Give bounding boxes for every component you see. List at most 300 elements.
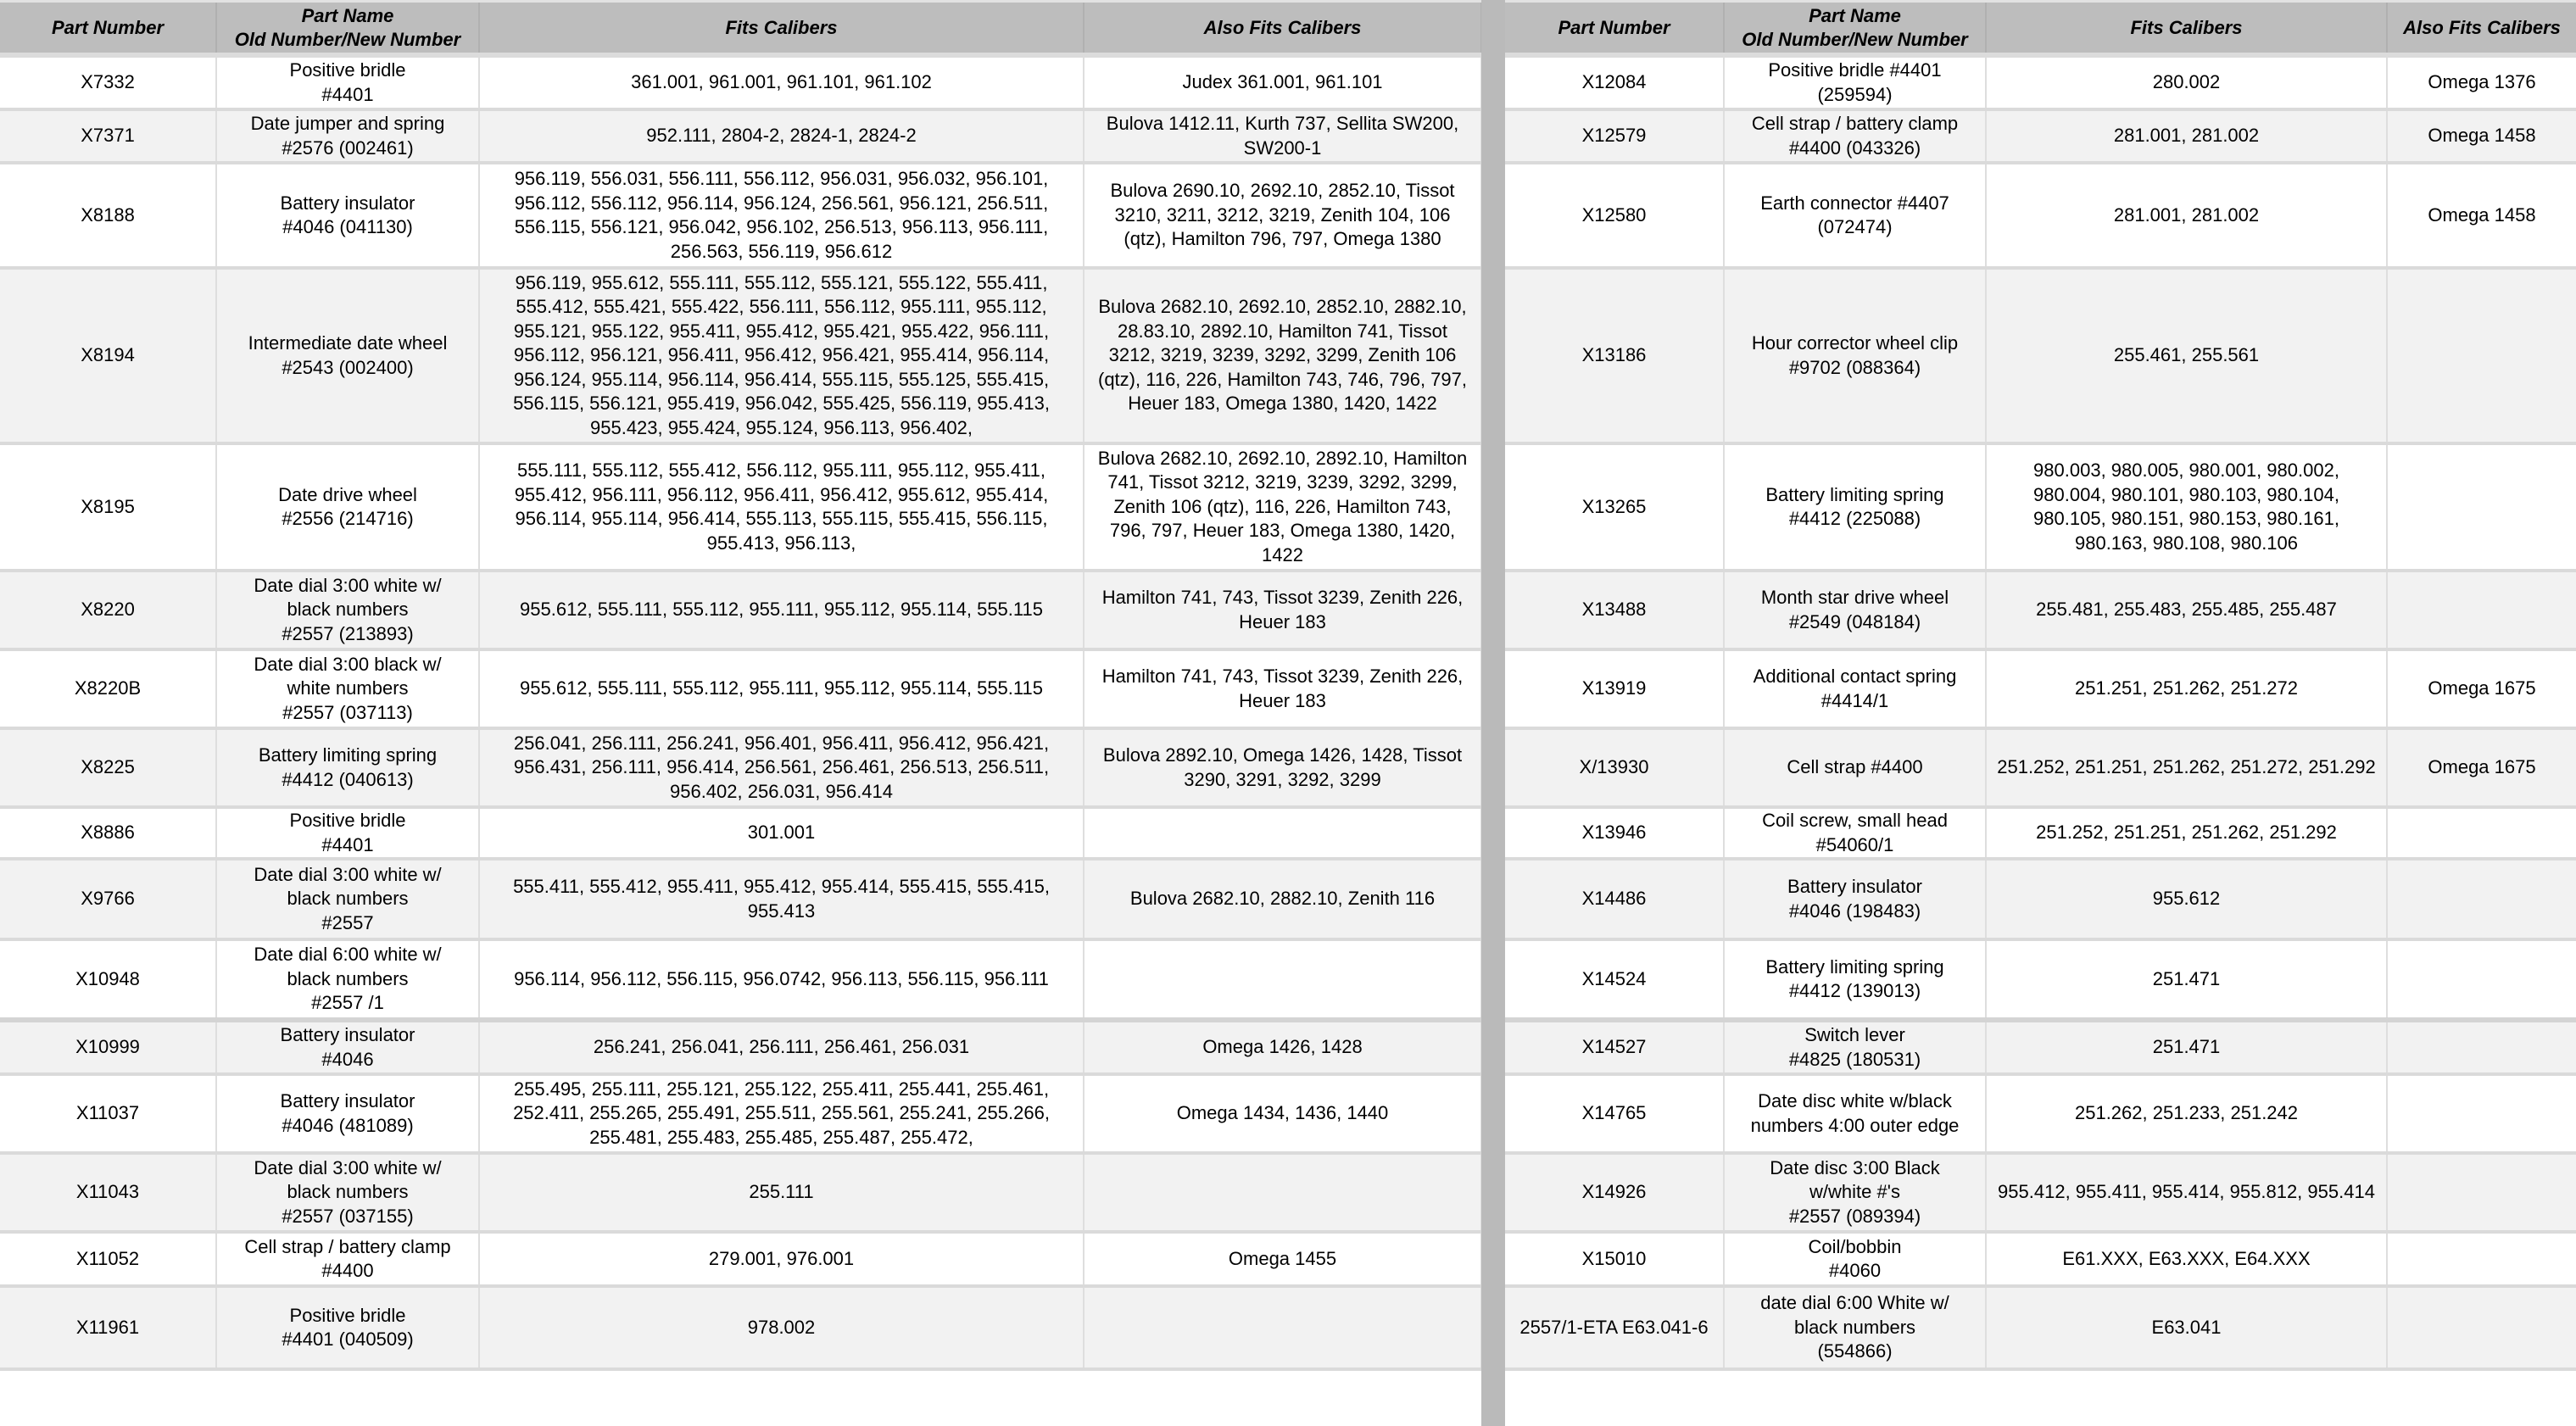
also-fits-calibers-cell[interactable] xyxy=(1084,163,1481,268)
also-fits-calibers-cell[interactable] xyxy=(1084,571,1481,649)
fits-calibers-cell[interactable] xyxy=(479,1286,1084,1369)
part-name-cell[interactable] xyxy=(1724,1074,1986,1153)
table-row xyxy=(0,163,1481,268)
fits-calibers-cell[interactable] xyxy=(479,939,1084,1020)
also-fits-calibers-cell[interactable] xyxy=(1084,443,1481,571)
table-row xyxy=(1505,571,2576,649)
header-also-fits-calibers[interactable] xyxy=(2387,3,2576,55)
cell-text: Cell strap #4400 xyxy=(1787,756,1923,778)
cell-text: #4046 (041130) xyxy=(282,216,413,237)
fits-calibers-cell[interactable] xyxy=(479,55,1084,109)
also-fits-calibers-cell[interactable] xyxy=(2387,649,2576,728)
cell-text: Date drive wheel xyxy=(278,483,417,505)
part-number-cell[interactable] xyxy=(1505,1020,1724,1074)
fits-calibers-cell[interactable] xyxy=(479,163,1084,268)
cell-text: X7332 xyxy=(81,71,135,93)
part-number-cell[interactable] xyxy=(0,1074,216,1153)
header-label: Part Name xyxy=(1809,4,1901,26)
table-row xyxy=(0,649,1481,728)
part-number-cell[interactable] xyxy=(1505,443,1724,571)
cell-text: 251.252, 251.251, 251.262, 251.272, 251.292 xyxy=(1997,756,2376,778)
header-row xyxy=(0,3,1481,55)
cell-text: 281.001, 281.002 xyxy=(2113,125,2260,147)
cell-text: w/white #'s xyxy=(1809,1181,1900,1203)
part-number-cell[interactable] xyxy=(0,1232,216,1286)
cell-text: 555.111, 555.112, 555.412, 556.112, 955.111, 955.112, 955.411, 955.412, 956.111, 956.112, 956.411, 956.412, 955.612, 955.414, 956.114, 955.114, 956.414, 555.113, 555.115, 555.415, 556.115, 955.413, 956.113, xyxy=(514,460,1049,554)
cell-text: #4046 (198483) xyxy=(1788,900,1921,922)
header-label: Also Fits Calibers xyxy=(2403,16,2561,38)
table-row xyxy=(1505,1020,2576,1074)
cell-text: X11037 xyxy=(75,1102,140,1124)
part-name-cell[interactable] xyxy=(216,939,479,1020)
also-fits-calibers-cell[interactable] xyxy=(2387,728,2576,807)
cell-text: E61.XXX, E63.XXX, E64.XXX xyxy=(2062,1247,2311,1269)
cell-text: X9766 xyxy=(81,888,135,910)
also-fits-calibers-cell[interactable] xyxy=(1084,1074,1481,1153)
part-number-cell[interactable] xyxy=(0,807,216,859)
also-fits-calibers-cell[interactable] xyxy=(2387,268,2576,443)
table-row xyxy=(0,268,1481,443)
cell-text: X11043 xyxy=(75,1181,140,1203)
cell-text: #2557 (037155) xyxy=(282,1205,414,1227)
cell-text: Battery limiting spring xyxy=(258,744,438,766)
cell-text: Omega 1426, 1428 xyxy=(1202,1036,1363,1058)
cell-text: black numbers xyxy=(287,599,409,621)
fits-calibers-cell[interactable] xyxy=(479,649,1084,728)
cell-text: Earth connector #4407 xyxy=(1760,192,1949,214)
cell-text: (072474) xyxy=(1817,216,1893,237)
also-fits-calibers-cell[interactable] xyxy=(1084,55,1481,109)
cell-text: 955.612, 555.111, 555.112, 955.111, 955.112, 955.114, 555.115 xyxy=(520,599,1043,621)
table-row xyxy=(0,1153,1481,1232)
cell-text: #4060 xyxy=(1828,1260,1882,1281)
part-name-cell[interactable] xyxy=(1724,1286,1986,1369)
cell-text: Omega 1675 xyxy=(2428,756,2536,778)
part-number-cell[interactable] xyxy=(1505,55,1724,109)
also-fits-calibers-cell[interactable] xyxy=(2387,1074,2576,1153)
table-row xyxy=(1505,109,2576,163)
cell-text: Bulova 1412.11, Kurth 737, Sellita SW200, SW200-1 xyxy=(1106,113,1459,159)
header-label: Part Number xyxy=(51,16,164,38)
cell-text: Hamilton 741, 743, Tissot 3239, Zenith 226, Heuer 183 xyxy=(1101,666,1464,711)
part-name-cell[interactable] xyxy=(216,55,479,109)
cell-text: X8188 xyxy=(81,203,135,226)
cell-text: X11961 xyxy=(75,1316,140,1338)
fits-calibers-cell[interactable] xyxy=(479,109,1084,163)
cell-text: 251.252, 251.251, 251.262, 251.292 xyxy=(2036,822,2337,844)
header-label: Fits Calibers xyxy=(2130,16,2243,38)
cell-text: Bulova 2682.10, 2692.10, 2852.10, 2882.10, 28.83.10, 2892.10, Hamilton 741, Tissot 3212, 3219, 3239, 3292, 3299, Zenith 106 (qtz), 116, 226, Hamilton 743, 746, 796, 797, Heuer 183, Omega 1380, 1420, 1422 xyxy=(1098,296,1467,415)
also-fits-calibers-cell[interactable] xyxy=(1084,1232,1481,1286)
part-name-cell[interactable] xyxy=(216,1153,479,1232)
left-parts-table xyxy=(0,3,1482,1371)
table-row xyxy=(0,728,1481,807)
part-number-cell[interactable] xyxy=(0,649,216,728)
part-number-cell[interactable] xyxy=(0,443,216,571)
header-part-name[interactable] xyxy=(1724,3,1986,55)
also-fits-calibers-cell[interactable] xyxy=(1084,649,1481,728)
part-name-cell[interactable] xyxy=(1724,163,1986,268)
fits-calibers-cell[interactable] xyxy=(1986,1074,2387,1153)
fits-calibers-cell[interactable] xyxy=(479,268,1084,443)
table-row xyxy=(1505,163,2576,268)
fits-calibers-cell[interactable] xyxy=(1986,1232,2387,1286)
cell-text: #9702 (088364) xyxy=(1788,356,1921,378)
part-name-cell[interactable] xyxy=(1724,55,1986,109)
header-label: Also Fits Calibers xyxy=(1203,16,1362,38)
also-fits-calibers-cell[interactable] xyxy=(1084,939,1481,1020)
part-number-cell[interactable] xyxy=(1505,859,1724,939)
also-fits-calibers-cell[interactable] xyxy=(1084,1020,1481,1074)
part-name-cell[interactable] xyxy=(1724,571,1986,649)
cell-text: Date dial 6:00 white w/ xyxy=(254,944,442,966)
cell-text: black numbers xyxy=(287,888,409,910)
cell-text: #4401 (040509) xyxy=(282,1329,414,1350)
cell-text: Omega 1434, 1436, 1440 xyxy=(1176,1102,1389,1124)
part-name-cell[interactable] xyxy=(1724,109,1986,163)
cell-text: #2557 /1 xyxy=(311,992,384,1014)
cell-text: Coil screw, small head xyxy=(1762,810,1948,831)
cell-text: Date dial 3:00 white w/ xyxy=(254,863,442,885)
cell-text: X15010 xyxy=(1581,1247,1647,1269)
cell-text: Date dial 3:00 black w/ xyxy=(254,653,442,675)
also-fits-calibers-cell[interactable] xyxy=(2387,109,2576,163)
table-row xyxy=(0,571,1481,649)
cell-text: 555.411, 555.412, 955.411, 955.412, 955.414, 555.415, 555.415, 955.413 xyxy=(513,876,1050,922)
cell-text: Month star drive wheel xyxy=(1760,587,1949,608)
cell-text: black numbers xyxy=(1793,1316,1916,1338)
cell-text: X14527 xyxy=(1581,1036,1647,1058)
cell-text: Battery limiting spring xyxy=(1765,955,1944,978)
part-number-cell[interactable] xyxy=(1505,1286,1724,1369)
header-also-fits-calibers[interactable] xyxy=(1084,3,1481,55)
cell-text: Battery insulator xyxy=(280,192,415,214)
part-number-cell[interactable] xyxy=(0,728,216,807)
cell-text: Positive bridle xyxy=(289,59,406,81)
part-name-cell[interactable] xyxy=(216,649,479,728)
table-row xyxy=(0,1020,1481,1074)
fits-calibers-cell[interactable] xyxy=(1986,109,2387,163)
fits-calibers-cell[interactable] xyxy=(1986,728,2387,807)
cell-text: black numbers xyxy=(287,1181,409,1203)
cell-text: (259594) xyxy=(1817,83,1893,105)
table-row xyxy=(0,1286,1481,1369)
cell-text: Hour corrector wheel clip xyxy=(1751,332,1959,354)
table-row xyxy=(0,807,1481,859)
part-number-cell[interactable] xyxy=(0,571,216,649)
fits-calibers-cell[interactable] xyxy=(1986,807,2387,859)
cell-text: Date dial 3:00 white w/ xyxy=(254,574,442,596)
cell-text: Date disc 3:00 Black xyxy=(1770,1156,1940,1178)
cell-text: Cell strap / battery clamp xyxy=(244,1235,451,1257)
table-row xyxy=(1505,859,2576,939)
part-number-cell[interactable] xyxy=(1505,1232,1724,1286)
cell-text: 955.612, 555.111, 555.112, 955.111, 955.112, 955.114, 555.115 xyxy=(520,677,1043,699)
cell-text: 955.612 xyxy=(2152,888,2221,910)
fits-calibers-cell[interactable] xyxy=(479,571,1084,649)
part-name-cell[interactable] xyxy=(216,1020,479,1074)
fits-calibers-cell[interactable] xyxy=(1986,55,2387,109)
cell-text: X13946 xyxy=(1581,822,1647,844)
fits-calibers-cell[interactable] xyxy=(1986,859,2387,939)
part-number-cell[interactable] xyxy=(0,859,216,939)
fits-calibers-cell[interactable] xyxy=(1986,571,2387,649)
fits-calibers-cell[interactable] xyxy=(479,443,1084,571)
fits-calibers-cell[interactable] xyxy=(479,1153,1084,1232)
cell-text: 978.002 xyxy=(747,1316,816,1338)
table-row xyxy=(1505,939,2576,1020)
cell-text: 955.412, 955.411, 955.414, 955.812, 955.414 xyxy=(1998,1181,2375,1203)
table-row xyxy=(0,55,1481,109)
header-part-number[interactable] xyxy=(0,3,216,55)
table-row xyxy=(0,939,1481,1020)
cell-text: Positive bridle #4401 xyxy=(1768,59,1942,81)
cell-text: X14926 xyxy=(1581,1181,1647,1203)
cell-text: #2549 (048184) xyxy=(1788,610,1921,632)
part-number-cell[interactable] xyxy=(0,1286,216,1369)
table-row xyxy=(1505,55,2576,109)
part-name-cell[interactable] xyxy=(1724,859,1986,939)
fits-calibers-cell[interactable] xyxy=(479,1020,1084,1074)
cell-text: X14524 xyxy=(1581,967,1647,989)
header-fits-calibers[interactable] xyxy=(479,3,1084,55)
table-row xyxy=(1505,1153,2576,1232)
fits-calibers-cell[interactable] xyxy=(1986,1153,2387,1232)
also-fits-calibers-cell[interactable] xyxy=(2387,807,2576,859)
part-name-cell[interactable] xyxy=(216,268,479,443)
part-name-cell[interactable] xyxy=(216,807,479,859)
cell-text: numbers 4:00 outer edge xyxy=(1750,1114,1960,1136)
also-fits-calibers-cell[interactable] xyxy=(2387,939,2576,1020)
cell-text: X12084 xyxy=(1581,71,1647,93)
cell-text: X10999 xyxy=(75,1036,140,1058)
table-row xyxy=(1505,1074,2576,1153)
cell-text: Coil/bobbin xyxy=(1808,1235,1902,1257)
cell-text: 361.001, 961.001, 961.101, 961.102 xyxy=(631,71,932,93)
part-number-cell[interactable] xyxy=(1505,571,1724,649)
fits-calibers-cell[interactable] xyxy=(1986,649,2387,728)
cell-text: 952.111, 2804-2, 2824-1, 2824-2 xyxy=(646,125,917,147)
header-part-name[interactable] xyxy=(216,3,479,55)
part-number-cell[interactable] xyxy=(1505,807,1724,859)
cell-text: Switch lever xyxy=(1804,1024,1905,1045)
also-fits-calibers-cell[interactable] xyxy=(1084,109,1481,163)
fits-calibers-cell[interactable] xyxy=(1986,443,2387,571)
fits-calibers-cell[interactable] xyxy=(1986,1286,2387,1369)
cell-text: Date dial 3:00 white w/ xyxy=(254,1156,442,1178)
table-row xyxy=(0,443,1481,571)
cell-text: Additional contact spring xyxy=(1753,666,1957,687)
cell-text: Omega 1675 xyxy=(2428,677,2536,699)
also-fits-calibers-cell[interactable] xyxy=(2387,1232,2576,1286)
part-number-cell[interactable] xyxy=(0,109,216,163)
part-name-cell[interactable] xyxy=(1724,807,1986,859)
cell-text: Date disc white w/black xyxy=(1758,1090,1952,1111)
also-fits-calibers-cell[interactable] xyxy=(2387,1020,2576,1074)
also-fits-calibers-cell[interactable] xyxy=(2387,1153,2576,1232)
table-row xyxy=(0,859,1481,939)
part-number-cell[interactable] xyxy=(1505,649,1724,728)
cell-text: #2557 xyxy=(321,911,374,933)
header-row xyxy=(1505,3,2576,55)
part-number-cell[interactable] xyxy=(1505,109,1724,163)
also-fits-calibers-cell[interactable] xyxy=(1084,1286,1481,1369)
cell-text: Judex 361.001, 961.101 xyxy=(1182,71,1383,93)
cell-text: 255.481, 255.483, 255.485, 255.487 xyxy=(2036,599,2337,621)
header-label: Part Number xyxy=(1558,16,1670,38)
table-row xyxy=(1505,268,2576,443)
cell-text: Battery limiting spring xyxy=(1765,483,1944,505)
also-fits-calibers-cell[interactable] xyxy=(2387,859,2576,939)
part-name-cell[interactable] xyxy=(216,1074,479,1153)
fits-calibers-cell[interactable] xyxy=(479,807,1084,859)
cell-text: X13488 xyxy=(1581,599,1647,621)
cell-text: X8886 xyxy=(81,822,135,844)
cell-text: X7371 xyxy=(81,125,135,147)
cell-text: Battery insulator xyxy=(280,1024,415,1045)
fits-calibers-cell[interactable] xyxy=(1986,939,2387,1020)
table-row xyxy=(1505,1232,2576,1286)
cell-text: X13186 xyxy=(1581,344,1647,366)
part-number-cell[interactable] xyxy=(1505,1074,1724,1153)
part-name-cell[interactable] xyxy=(1724,939,1986,1020)
part-name-cell[interactable] xyxy=(1724,728,1986,807)
cell-text: 956.119, 556.031, 556.111, 556.112, 956.031, 956.032, 956.101, 956.112, 556.112, 956.114, 956.124, 256.561, 956.121, 256.511, 556.115, 556.121, 956.042, 956.102, 256.513, 956.113, 956.111, 256.563, 556.119, 956.612 xyxy=(514,168,1049,262)
part-number-cell[interactable] xyxy=(0,163,216,268)
cell-text: #4825 (180531) xyxy=(1788,1048,1921,1070)
cell-text: X11052 xyxy=(75,1247,140,1269)
cell-text: Cell strap / battery clamp xyxy=(1751,113,1959,134)
also-fits-calibers-cell[interactable] xyxy=(2387,163,2576,268)
right-table-body xyxy=(1505,55,2576,1369)
header-label: Part Name xyxy=(301,4,394,26)
part-number-cell[interactable] xyxy=(0,1153,216,1232)
part-name-cell[interactable] xyxy=(1724,649,1986,728)
part-number-cell[interactable] xyxy=(1505,939,1724,1020)
cell-text: X8225 xyxy=(81,756,135,778)
cell-text: date dial 6:00 White w/ xyxy=(1760,1292,1949,1314)
header-fits-calibers[interactable] xyxy=(1986,3,2387,55)
part-name-cell[interactable] xyxy=(1724,1232,1986,1286)
cell-text: 251.471 xyxy=(2152,1036,2221,1058)
table-row xyxy=(0,1232,1481,1286)
cell-text: X/13930 xyxy=(1579,756,1649,778)
table-row xyxy=(1505,1286,2576,1369)
cell-text: white numbers xyxy=(287,677,409,699)
cell-text: #4400 (043326) xyxy=(1788,136,1921,159)
cell-text: #4401 xyxy=(321,833,374,855)
part-name-cell[interactable] xyxy=(216,163,479,268)
fits-calibers-cell[interactable] xyxy=(1986,1020,2387,1074)
also-fits-calibers-cell[interactable] xyxy=(2387,55,2576,109)
also-fits-calibers-cell[interactable] xyxy=(1084,1153,1481,1232)
cell-text: #2576 (002461) xyxy=(282,136,414,159)
part-name-cell[interactable] xyxy=(216,109,479,163)
table-row xyxy=(1505,649,2576,728)
cell-text: 251.251, 251.262, 251.272 xyxy=(2074,677,2299,699)
part-number-cell[interactable] xyxy=(1505,728,1724,807)
cell-text: 980.003, 980.005, 980.001, 980.002, 980.004, 980.101, 980.103, 980.104, 980.105, 980.151, 980.153, 980.161, 980.163, 980.108, 980.106 xyxy=(2033,460,2339,554)
part-name-cell[interactable] xyxy=(216,1232,479,1286)
part-name-cell[interactable] xyxy=(1724,1020,1986,1074)
cell-text: #4046 (481089) xyxy=(282,1114,414,1136)
fits-calibers-cell[interactable] xyxy=(479,859,1084,939)
part-number-cell[interactable] xyxy=(1505,163,1724,268)
part-name-cell[interactable] xyxy=(216,728,479,807)
part-number-cell[interactable] xyxy=(0,55,216,109)
cell-text: #4414/1 xyxy=(1820,689,1889,711)
also-fits-calibers-cell[interactable] xyxy=(1084,859,1481,939)
also-fits-calibers-cell[interactable] xyxy=(2387,443,2576,571)
part-number-cell[interactable] xyxy=(0,268,216,443)
cell-text: 255.111 xyxy=(749,1181,814,1203)
cell-text: X8220B xyxy=(74,677,142,699)
cell-text: 256.241, 256.041, 256.111, 256.461, 256.031 xyxy=(593,1036,970,1058)
also-fits-calibers-cell[interactable] xyxy=(1084,268,1481,443)
cell-text: Hamilton 741, 743, Tissot 3239, Zenith 226, Heuer 183 xyxy=(1101,587,1464,632)
fits-calibers-cell[interactable] xyxy=(479,1232,1084,1286)
fits-calibers-cell[interactable] xyxy=(1986,163,2387,268)
table-row xyxy=(1505,443,2576,571)
also-fits-calibers-cell[interactable] xyxy=(2387,571,2576,649)
header-label: Old Number/New Number xyxy=(234,28,461,50)
fits-calibers-cell[interactable] xyxy=(479,728,1084,807)
part-name-cell[interactable] xyxy=(216,571,479,649)
cell-text: #4412 (040613) xyxy=(282,768,414,790)
fits-calibers-cell[interactable] xyxy=(479,1074,1084,1153)
part-number-cell[interactable] xyxy=(0,939,216,1020)
cell-text: 301.001 xyxy=(747,822,816,844)
cell-text: X12579 xyxy=(1581,125,1647,147)
part-number-cell[interactable] xyxy=(1505,1153,1724,1232)
cell-text: X8220 xyxy=(81,599,135,621)
cell-text: #4046 xyxy=(321,1048,374,1070)
part-name-cell[interactable] xyxy=(216,859,479,939)
cell-text: X14765 xyxy=(1581,1102,1647,1124)
also-fits-calibers-cell[interactable] xyxy=(1084,728,1481,807)
cell-text: 251.471 xyxy=(2152,967,2221,989)
header-part-number[interactable] xyxy=(1505,3,1724,55)
part-name-cell[interactable] xyxy=(1724,1153,1986,1232)
cell-text: Positive bridle xyxy=(289,1304,406,1326)
table-row xyxy=(0,109,1481,163)
part-name-cell[interactable] xyxy=(216,1286,479,1369)
cell-text: #4412 (225088) xyxy=(1788,508,1921,529)
cell-text: X10948 xyxy=(75,967,140,989)
cell-text: black numbers xyxy=(287,967,409,989)
cell-text: #2557 (037113) xyxy=(282,701,413,723)
fits-calibers-cell[interactable] xyxy=(1986,268,2387,443)
part-name-cell[interactable] xyxy=(1724,443,1986,571)
part-name-cell[interactable] xyxy=(216,443,479,571)
also-fits-calibers-cell[interactable] xyxy=(2387,1286,2576,1369)
cell-text: X8194 xyxy=(81,344,135,366)
cell-text: Date jumper and spring xyxy=(250,113,445,134)
cell-text: #4401 xyxy=(321,83,374,105)
also-fits-calibers-cell[interactable] xyxy=(1084,807,1481,859)
cell-text: 280.002 xyxy=(2152,71,2221,93)
cell-text: 956.119, 955.612, 555.111, 555.112, 555.121, 555.122, 555.411, 555.412, 555.421, 555.422, 556.111, 556.112, 955.111, 955.112, 955.121, 955.122, 955.411, 955.412, 955.421, 955.422, 956.111, 956.112, 956.121, 956.411, 956.412, 956.421, 955.414, 956.114, 956.124, 955.114, 956.114, 956.414, 555.115, 555.125, 555.415, 556.115, 556.121, 955.419, 956.042, 555.425, 556.119, 955.413, 955.423, 955.424, 955.124, 956.113, 956.402, xyxy=(513,271,1050,438)
part-number-cell[interactable] xyxy=(1505,268,1724,443)
frozen-column-divider[interactable] xyxy=(1481,0,1505,1426)
cell-text: Bulova 2682.10, 2692.10, 2892.10, Hamilton 741, Tissot 3212, 3219, 3239, 3292, 3299, Zenith 106 (qtz), 116, 226, Hamilton 743, 796, 797, Heuer 183, Omega 1380, 1420, 1422 xyxy=(1097,447,1468,565)
cell-text: E63.041 xyxy=(2151,1316,2222,1338)
part-name-cell[interactable] xyxy=(1724,268,1986,443)
cell-text: 2557/1-ETA E63.041-6 xyxy=(1519,1316,1709,1338)
cell-text: Bulova 2892.10, Omega 1426, 1428, Tissot 3290, 3291, 3292, 3299 xyxy=(1102,744,1463,790)
part-number-cell[interactable] xyxy=(0,1020,216,1074)
cell-text: Bulova 2690.10, 2692.10, 2852.10, Tissot 3210, 3211, 3212, 3219, Zenith 104, 106 (qtz), Hamilton 796, 797, Omega 1380 xyxy=(1110,180,1455,250)
